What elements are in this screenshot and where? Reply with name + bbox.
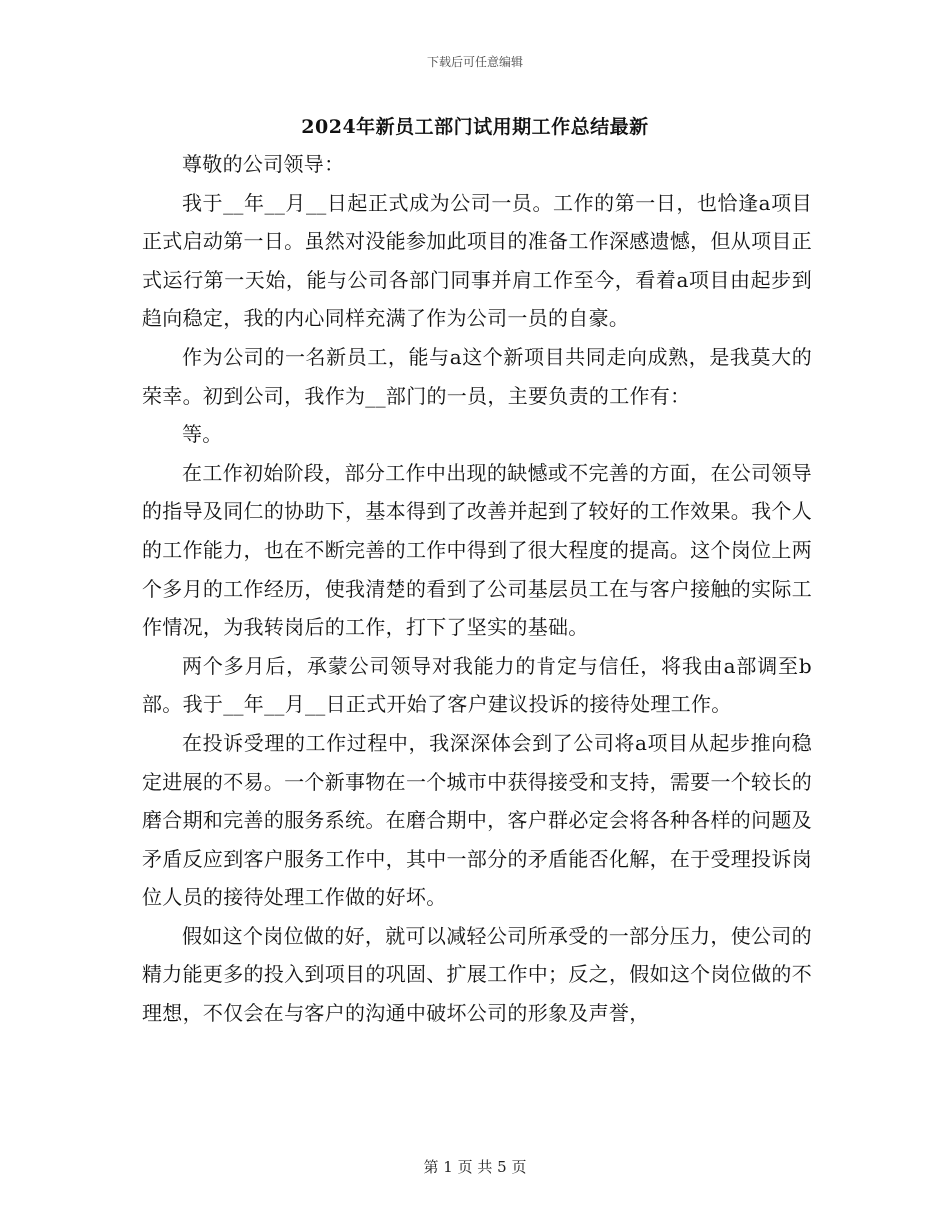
paragraph: 假如这个岗位做的好，就可以减轻公司所承受的一部分压力，使公司的精力能更多的投入到项目的巩固、扩展工作中；反之，假如这个岗位做的不理想，不仅会在与客户的沟通中破坏公司的形象及声誉， <box>142 923 812 1026</box>
paragraph-salutation: 尊敬的公司领导： <box>182 152 345 176</box>
paragraph: 两个多月后，承蒙公司领导对我能力的肯定与信任，将我由a部调至b部。我于__年__月__日正式开始了客户建议投诉的接待处理工作。 <box>142 653 812 717</box>
page-footer: 第 1 页 共 5 页 <box>423 1158 527 1176</box>
paragraph: 等。 <box>182 422 223 447</box>
document-body <box>142 145 812 1033</box>
paragraph: 在工作初始阶段，部分工作中出现的缺憾或不完善的方面，在公司领导的指导及同仁的协助下，基本得到了改善并起到了较好的工作效果。我个人的工作能力，也在不断完善的工作中得到了很大程度的提高。这个岗位上两个多月的工作经历，使我清楚的看到了公司基层员工在与客户接触的实际工作情况，为我转岗后的工作，打下了坚实的基础。 <box>142 460 812 640</box>
paragraph: 作为公司的一名新员工，能与a这个新项目共同走向成熟，是我莫大的荣幸。初到公司，我作为__部门的一员，主要负责的工作有： <box>142 344 812 408</box>
document-title: 2024年新员工部门试用期工作总结最新 <box>301 116 649 138</box>
page-header: 下载后可任意编辑 <box>426 55 523 69</box>
paragraph: 在投诉受理的工作过程中，我深深体会到了公司将a项目从起步推向稳定进展的不易。一个新事物在一个城市中获得接受和支持，需要一个较长的磨合期和完善的服务系统。在磨合期中，客户群必定会将各种各样的问题及矛盾反应到客户服务工作中，其中一部分的矛盾能否化解，在于受理投诉岗位人员的接待处理工作做的好坏。 <box>142 730 812 910</box>
paragraph: 我于__年__月__日起正式成为公司一员。工作的第一日，也恰逢a项目正式启动第一日。虽然对没能参加此项目的准备工作深感遗憾，但从项目正式运行第一天始，能与公司各部门同事并肩工作至今，看着a项目由起步到趋向稳定，我的内心同样充满了作为公司一员的自豪。 <box>142 190 812 331</box>
